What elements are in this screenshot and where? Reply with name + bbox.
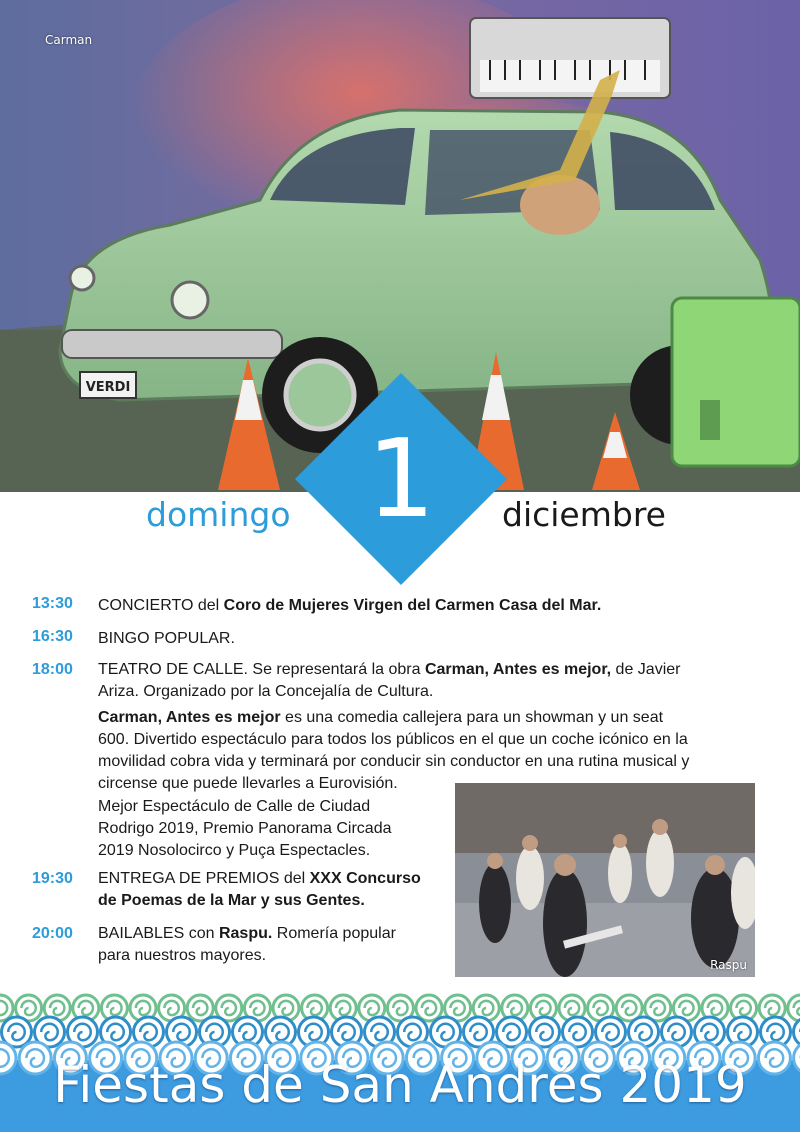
entry-time: 18:00 [32, 661, 73, 678]
entry-text: ENTREGA DE PREMIOS del XXX Concurso de Poemas de la Mar y sus Gentes. [98, 870, 421, 909]
day-number: 1 [366, 417, 436, 542]
entry-text: BINGO POPULAR. [98, 630, 235, 647]
side-photo-credit: Raspu [710, 958, 747, 972]
show-awards: Mejor Espectáculo de Calle de Ciudad Rodrigo 2019, Premio Panorama Circada 2019 Nosolocirco y Puça Espectacles. [98, 798, 392, 859]
entry-time: 20:00 [32, 925, 73, 942]
entry-text: TEATRO DE CALLE. Se representará la obra Carman, Antes es mejor, de Javier Ariza. Organizado por la Concejalía de Cultura. [98, 661, 681, 700]
entry-text: BAILABLES con Raspu. Romería popular para nuestros mayores. [98, 925, 396, 964]
show-description: Carman, Antes es mejor es una comedia callejera para un showman y un seat 600. Divertido espectáculo para todos los públicos en el que un coche icónico en la movilidad cobra vida y terminará por conducir sin conductor en una rutina musical y circense que puede llevarles a Eurovisión. [98, 709, 690, 792]
hero-photo-credit: Carman [45, 33, 93, 47]
entry-text: CONCIERTO del Coro de Mujeres Virgen del Carmen Casa del Mar. [98, 597, 602, 614]
entry-time: 16:30 [32, 628, 73, 645]
entry-time: 13:30 [32, 595, 73, 612]
side-photo [455, 783, 755, 977]
entry-time: 19:30 [32, 870, 73, 887]
footer-title: Fiestas de San Andrés 2019 [53, 1056, 747, 1114]
month-label: diciembre [502, 495, 666, 534]
weekday-label: domingo [146, 495, 291, 534]
car-plate: VERDI [85, 380, 131, 395]
